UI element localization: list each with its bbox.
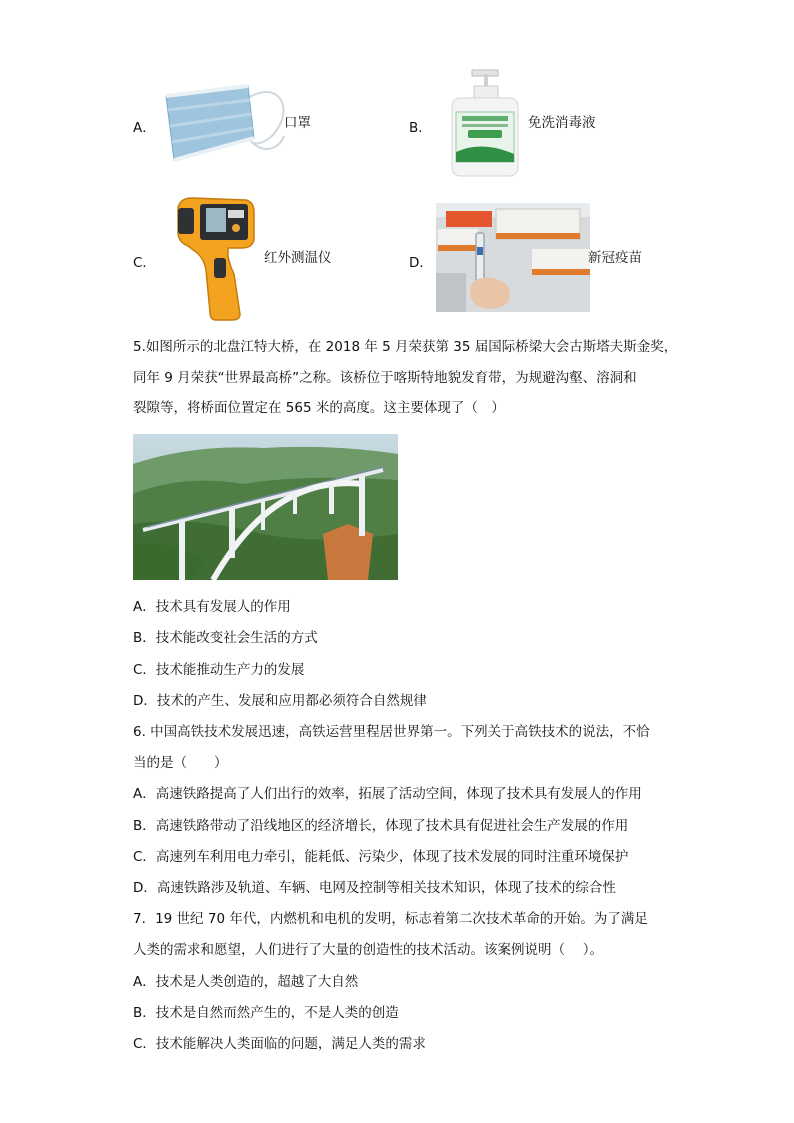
- q6-option-c: C．高速列车利用电力牵引，能耗低、污染少，体现了技术发展的同时注重环境保护: [133, 849, 629, 865]
- option-a-letter: A．: [133, 120, 156, 136]
- q6-stem-line-2: 当的是（ ）: [133, 755, 228, 771]
- beipanjiang-bridge-image: [133, 434, 398, 580]
- q5-option-a: A．技术具有发展人的作用: [133, 599, 291, 615]
- q7-option-b: B．技术是自然而然产生的，不是人类的创造: [133, 1005, 399, 1021]
- q5-option-c: C．技术能推动生产力的发展: [133, 662, 305, 678]
- option-c-label: 红外测温仪: [264, 250, 332, 266]
- q7-option-a: A．技术是人类创造的，超越了大自然: [133, 974, 359, 990]
- option-c-letter: C．: [133, 255, 156, 271]
- face-mask-image: [160, 76, 288, 168]
- q7-option-c: C．技术能解决人类面临的问题，满足人类的需求: [133, 1036, 426, 1052]
- q5-option-b: B．技术能改变社会生活的方式: [133, 630, 318, 646]
- q5-stem-line-2: 同年 9 月荣获“世界最高桥”之称。该桥位于喀斯特地貌发育带，为规避沟壑、溶洞和: [133, 370, 637, 386]
- q7-stem-line-1: 7．19 世纪 70 年代，内燃机和电机的发明，标志着第二次技术革命的开始。为了满足: [133, 911, 648, 927]
- covid-vaccine-image: [436, 203, 590, 312]
- option-b-letter: B．: [409, 120, 432, 136]
- q5-stem-line-3: 裂隙等，将桥面位置定在 565 米的高度。这主要体现了（ ）: [133, 400, 505, 416]
- infrared-thermometer-image: [170, 196, 258, 322]
- option-d-label: 新冠疫苗: [588, 250, 642, 266]
- hand-sanitizer-image: [432, 66, 530, 180]
- option-d-letter: D．: [409, 255, 433, 271]
- option-b-label: 免洗消毒液: [528, 115, 596, 131]
- q5-option-d: D．技术的产生、发展和应用都必须符合自然规律: [133, 693, 427, 709]
- q5-stem-line-1: 5.如图所示的北盘江特大桥，在 2018 年 5 月荣获第 35 届国际桥梁大会古斯塔夫斯金奖，: [133, 339, 678, 355]
- option-a-label: 口罩: [284, 115, 311, 131]
- q6-option-b: B．高速铁路带动了沿线地区的经济增长，体现了技术具有促进社会生产发展的作用: [133, 818, 629, 834]
- q6-option-a: A．高速铁路提高了人们出行的效率，拓展了活动空间，体现了技术具有发展人的作用: [133, 786, 642, 802]
- q6-stem-line-1: 6. 中国高铁技术发展迅速，高铁运营里程居世界第一。下列关于高铁技术的说法，不恰: [133, 724, 650, 740]
- q6-option-d: D．高速铁路涉及轨道、车辆、电网及控制等相关技术知识，体现了技术的综合性: [133, 880, 616, 896]
- q7-stem-line-2: 人类的需求和愿望，人们进行了大量的创造性的技术活动。该案例说明（ ）。: [133, 942, 604, 958]
